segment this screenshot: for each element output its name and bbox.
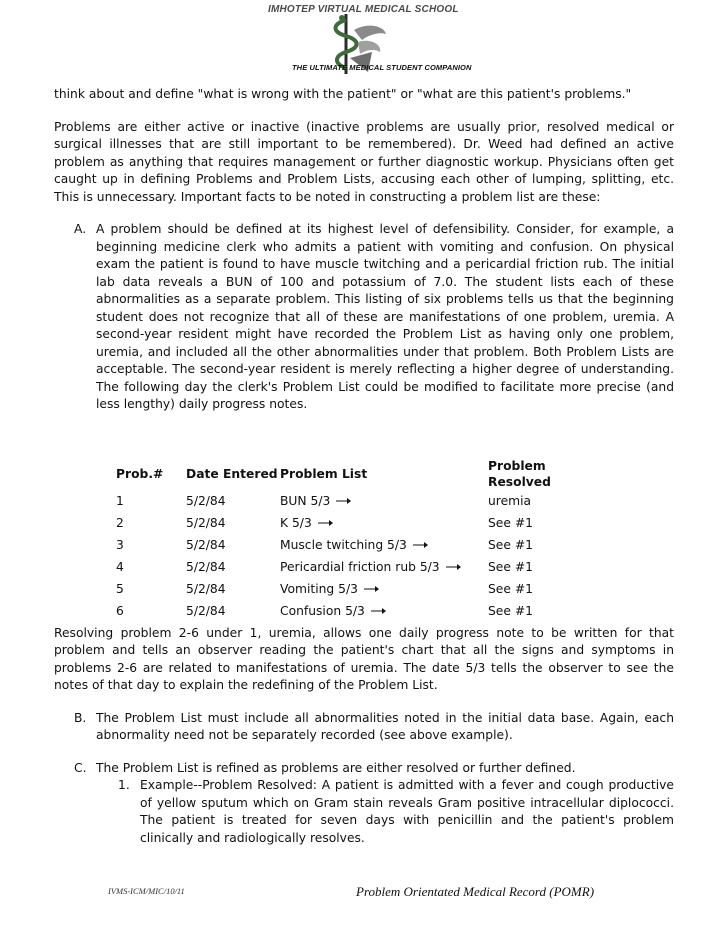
row-num: 4 (116, 559, 124, 574)
row-date: 5/2/84 (186, 515, 226, 530)
list-item-a-text: A problem should be defined at its highest level of defensibility. Consider, for example, a beginning medicine clerk who admits a patient with vomiting and confusion. On physical exam the patient is found to have muscle twitching and a pericardial friction rub. The initial lab data reveals a BUN of 100 and potassium of 7.0. The student lists each of these abnormalities as a separate problem. This listing of six problems tells us that the beginning student does not recognize that all of these are manifestations of one problem, uremia. A second-year resident might have recorded the Problem List as having only one problem, uremia, and included all the other abnormalities under that problem. Both Problem Lists are acceptable. The second-year resident is merely reflecting a higher degree of understanding. The following day the clerk's Problem List could be modified to facilitate more precise (and less lengthy) daily progress notes. (96, 222, 674, 411)
row-num: 3 (116, 537, 124, 552)
row-date: 5/2/84 (186, 581, 226, 596)
arrow-right-icon (364, 585, 380, 593)
table-row (116, 537, 578, 559)
list-marker-b: B. (74, 710, 87, 725)
row-date: 5/2/84 (186, 493, 226, 508)
row-resolved: See #1 (488, 515, 533, 530)
table-row (116, 515, 578, 537)
list-marker-c1: 1. (118, 778, 130, 792)
row-resolved: See #1 (488, 537, 533, 552)
document-body (54, 86, 674, 847)
arrow-right-icon (318, 519, 334, 527)
list-item-a (54, 221, 674, 414)
row-problem-cell (280, 493, 488, 515)
row-problem: Vomiting 5/3 (280, 581, 358, 596)
tagline: THE ULTIMATE MEDICAL STUDENT COMPANION (292, 63, 472, 72)
row-problem-cell (280, 559, 488, 581)
header-prob-num: Prob.# (116, 466, 164, 481)
header-problem-list: Problem List (280, 466, 368, 481)
row-num: 2 (116, 515, 124, 530)
table-row (116, 493, 578, 515)
footer-title: Problem Orientated Medical Record (POMR) (356, 884, 595, 899)
row-problem: BUN 5/3 (280, 493, 331, 508)
table-row (116, 581, 578, 603)
list-item-b (54, 710, 674, 745)
arrow-right-icon (336, 497, 352, 505)
row-num: 5 (116, 581, 124, 596)
row-num: 6 (116, 603, 124, 618)
arrow-right-icon (446, 563, 462, 571)
list-item-c1-text: Example--Problem Resolved: A patient is admitted with a fever and cough productive of yellow sputum which on Gram stain reveals Gram positive intracellular diplococci. The patient is treated for seven days with penicillin and the patient's problem clinically and radiologically resolves. (140, 778, 674, 845)
row-problem-cell (280, 603, 488, 625)
paragraph-resolving: Resolving problem 2-6 under 1, uremia, allows one daily progress note to be written for that problem and tells an observer reading the patient's chart that all the signs and symptoms in problems 2-6 are related to manifestations of uremia. The date 5/3 tells the observer to see the notes of that day to explain the redefining of the Problem List. (54, 625, 674, 692)
row-resolved: See #1 (488, 603, 533, 618)
row-problem: K 5/3 (280, 515, 312, 530)
row-problem: Pericardial friction rub 5/3 (280, 559, 440, 574)
list-item-c-text: The Problem List is refined as problems are either resolved or further defined. (96, 760, 576, 775)
paragraph-problems: Problems are either active or inactive (inactive problems are usually prior, resolved medical or surgical illnesses that are still important to be remembered). Dr. Weed had defined an active problem as anything that requires management or further diagnostic workup. Physicians often get caught up in defining Problems and Problem Lists, accusing each other of lumping, splitting, etc. This is unnecessary. Important facts to be noted in constructing a problem list are these: (54, 119, 674, 204)
row-problem-cell (280, 537, 488, 559)
table-row (116, 559, 578, 581)
row-resolved: See #1 (488, 559, 533, 574)
list-marker-a: A. (74, 222, 87, 236)
list-marker-c: C. (74, 760, 87, 775)
page-header (0, 0, 728, 80)
list-item-c (54, 760, 674, 778)
arrow-right-icon (413, 541, 429, 549)
row-resolved: See #1 (488, 581, 533, 596)
table-header-row (116, 455, 578, 493)
row-problem: Muscle twitching 5/3 (280, 537, 407, 552)
intro-line: think about and define "what is wrong with the patient" or "what are this patient's problems." (54, 87, 632, 101)
list-item-b-text: The Problem List must include all abnormalities noted in the initial data base. Again, each abnormality need not be separately recorded (see above example). (96, 710, 674, 742)
header-problem-resolved: Problem Resolved (488, 458, 551, 489)
row-problem: Confusion 5/3 (280, 603, 365, 618)
row-date: 5/2/84 (186, 559, 226, 574)
problem-list-table (116, 455, 578, 625)
row-problem-cell (280, 515, 488, 537)
row-num: 1 (116, 493, 124, 508)
row-date: 5/2/84 (186, 603, 226, 618)
footer-code: IVMS-ICM/MIC/10/11 (108, 886, 185, 896)
header-date-entered: Date Entered (186, 466, 278, 481)
school-name: IMHOTEP VIRTUAL MEDICAL SCHOOL (268, 4, 459, 15)
row-date: 5/2/84 (186, 537, 226, 552)
row-problem-cell (280, 581, 488, 603)
arrow-right-icon (371, 607, 387, 615)
table-row (116, 603, 578, 625)
row-resolved: uremia (488, 493, 532, 508)
list-item-c1 (54, 777, 674, 847)
